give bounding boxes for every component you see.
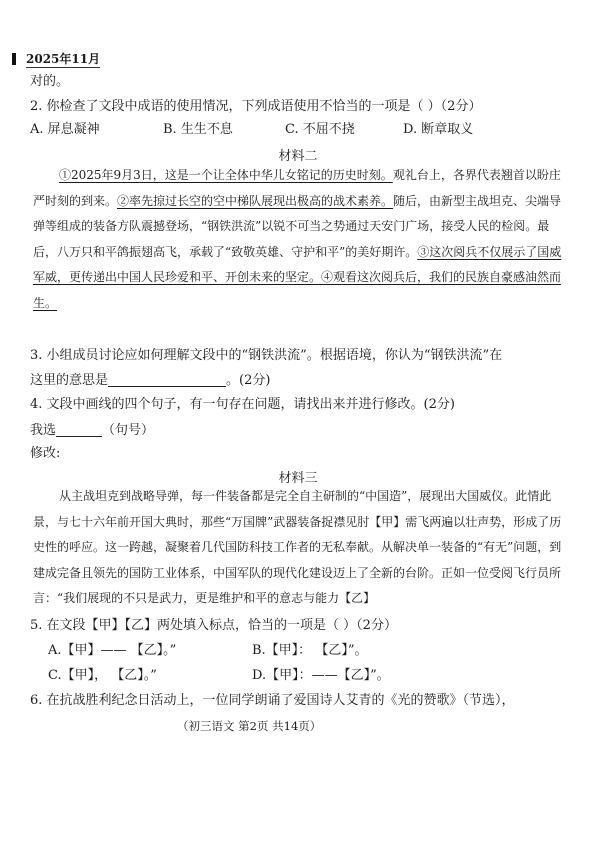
page-header — [12, 50, 100, 67]
footer-text: （初三语文 第2页 共14页） — [177, 719, 322, 733]
continued-text: 对的。 — [30, 74, 70, 89]
option-c: C. 不屈不挠 — [285, 122, 355, 137]
question-4-stem: 4. 文段中画线的四个句子，有一句存在问题，请找出来并进行修改。(2分) — [30, 397, 455, 412]
q5-option-b: B.【甲】： 【乙】”。 — [252, 643, 368, 658]
sentence-2: ②率先掠过长空的空中梯队展现出极高的战术素养。 — [117, 193, 394, 208]
option-b: B. 生生不息 — [163, 122, 233, 137]
q5-option-a: A.【甲】—— 【乙】。” — [48, 643, 177, 658]
choose-tail: （句号） — [102, 423, 155, 438]
material-2-part-1: 观礼台上，各界代表翘首以盼庄严时刻的到来。 — [33, 168, 561, 208]
question-3-prompt: 这里的意思是 — [30, 373, 109, 388]
option-a: A. 屏息凝神 — [30, 122, 100, 137]
sentence-1: ①2025年9月3日，这是一个让全体中华儿女铭记的历史时刻。 — [59, 168, 393, 182]
material-2-title: 材料二 — [278, 149, 318, 164]
question-2-stem: 2. 你检查了文段中成语的使用情况，下列成语使用不恰当的一项是（ ）（2分） — [30, 99, 482, 114]
q5-option-c: C.【甲】， 【乙】。” — [48, 668, 157, 683]
question-6-stem: 6. 在抗战胜利纪念日活动上，一位同学朗诵了爱国诗人艾青的《光的赞歌》（节选）， — [30, 693, 515, 708]
material-3-title: 材料三 — [278, 471, 318, 486]
material-2-text — [33, 163, 563, 316]
answer-blank-3[interactable] — [108, 372, 226, 387]
choose-label: 我选 — [30, 423, 57, 438]
corner-mark — [12, 53, 16, 65]
answer-blank-4[interactable] — [56, 422, 102, 437]
q5-option-d: D.【甲】：——【乙】”。 — [252, 668, 390, 683]
sentence-3: ③这次阅兵不仅展示了国威军威，更传递出中国人民珍爱和平、开创未来的坚定。 — [33, 244, 562, 284]
question-3-stem: 3. 小组成员讨论应如何理解文段中的“钢铁洪流”。根据语境，你认为“钢铁洪流”在 — [30, 348, 503, 363]
material-2-part-2: 随后，由新型主战坦克、尖端导弹等组成的装备方队震撼登场，“钢铁洪流”以锐不可当之势通过天安门广场，接受人民的检阅。最后，八万只和平鸽振翅高飞，承载了“致敬英雄、守护和平”的美好期许。 — [33, 193, 562, 259]
option-d: D. 断章取义 — [403, 122, 474, 137]
material-3-text: 从主战坦克到战略导弹，每一件装备都是完全自主研制的“中国造”，展现出大国威仪。此情此景，与七十六年前开国大典时，那些“万国牌”武器装备捉襟见肘【甲】需飞两遍以壮声势，形成了历史性的呼应。这一跨越，凝聚着几代国防科技工作者的无私奉献。从解决单一装备的“有无”问题，到建成完备且领先的国防工业体系，中国军队的现代化建设迈上了全新的台阶。正如一位受阅飞行员所言：“我们展现的不只是武力，更是维护和平的意志与能力【乙】 — [33, 489, 562, 605]
question-4-revise: 修改: — [30, 446, 61, 461]
header-date: 2025年11月 — [26, 52, 101, 66]
question-3-score: 。(2分) — [226, 373, 271, 388]
sentence-4: ④观看这次阅兵后，我们的民族自豪感油然而生。 — [33, 270, 562, 310]
question-5-stem: 5. 在文段【甲】【乙】两处填入标点，恰当的一项是（ ）（2分） — [30, 618, 397, 633]
question-4-choose — [30, 419, 154, 438]
question-3-line — [30, 369, 270, 388]
